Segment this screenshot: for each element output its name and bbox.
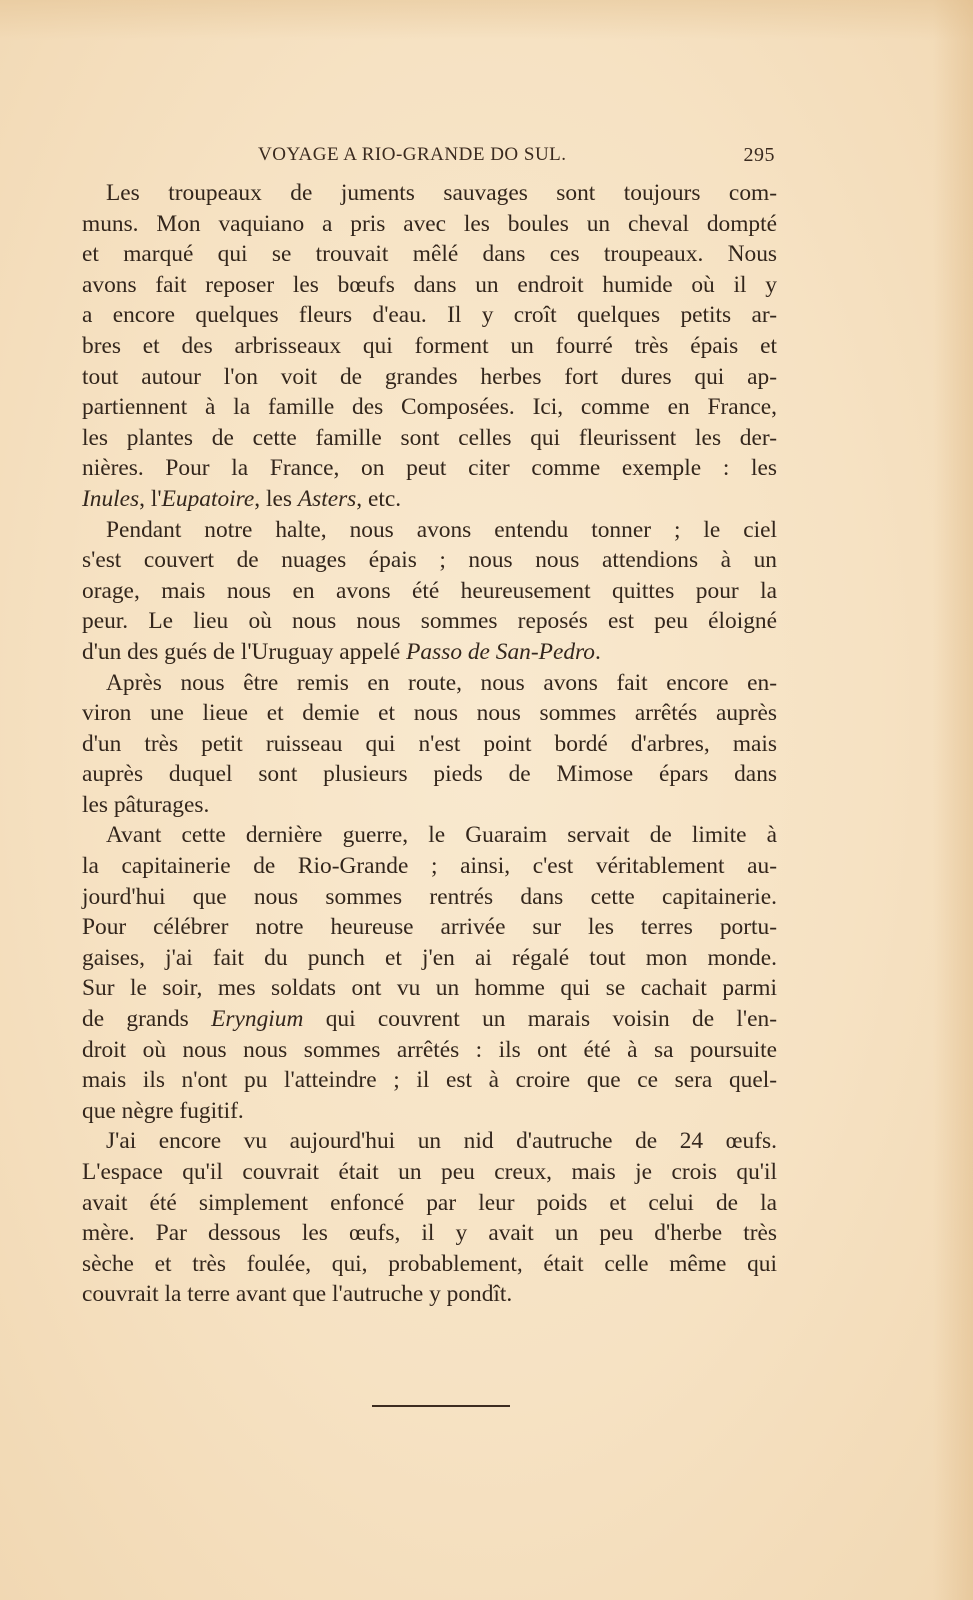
body-text [82, 178, 777, 1310]
end-rule [372, 1405, 510, 1407]
text-line: jourd'hui que nous sommes rentrés dans cette capitainerie. [82, 883, 777, 910]
text-line: droit où nous nous sommes arrêtés : ils ont été à sa poursuite [82, 1036, 777, 1063]
italic-term: Passo de San-Pedro [406, 638, 595, 665]
text-line: s'est couvert de nuages épais ; nous nous attendions à un [82, 547, 777, 574]
paragraph [82, 1126, 777, 1310]
text-line: Pendant notre halte, nous avons entendu tonner ; le ciel [106, 516, 777, 543]
page-number: 295 [743, 144, 775, 166]
text-line: J'ai encore vu aujourd'hui un nid d'autruche de 24 œufs. [106, 1128, 777, 1155]
text-line: partiennent à la famille des Composées. Ici, comme en France, [82, 394, 777, 421]
text-line [82, 1279, 777, 1310]
text-run: couvrait la terre avant que l'autruche y pondît. [82, 1281, 513, 1308]
text-line: muns. Mon vaquiano a pris avec les boules un cheval dompté [82, 210, 777, 237]
text-line: et marqué qui se trouvait mêlé dans ces troupeaux. Nous [82, 241, 777, 268]
text-line: orage, mais nous en avons été heureusement quittes pour la [82, 577, 777, 604]
text-line [82, 637, 777, 668]
paragraph [82, 820, 777, 1126]
text-line: la capitainerie de Rio-Grande ; ainsi, c'est véritablement au- [82, 853, 777, 880]
text-line: mère. Par dessous les œufs, il y avait un peu d'herbe très [82, 1220, 777, 1247]
text-line: a encore quelques fleurs d'eau. Il y croît quelques petits ar- [82, 302, 777, 329]
text-line: les plantes de cette famille sont celles qui fleurissent les der- [82, 424, 777, 451]
text-line: peur. Le lieu où nous nous sommes reposés est peu éloigné [82, 608, 777, 635]
text-line: bres et des arbrisseaux qui forment un fourré très épais et [82, 332, 777, 359]
text-line: gaises, j'ai fait du punch et j'en ai régalé tout mon monde. [82, 944, 777, 971]
text-line: avons fait reposer les bœufs dans un endroit humide où il y [82, 271, 777, 298]
text-line [82, 790, 777, 821]
text-line [82, 484, 777, 515]
text-line: nières. Pour la France, on peut citer comme exemple : les [82, 455, 777, 482]
text-line: auprès duquel sont plusieurs pieds de Mimose épars dans [82, 761, 777, 788]
text-run: que nègre fugitif. [82, 1097, 244, 1124]
running-title: VOYAGE A RIO-GRANDE DO SUL. [258, 144, 567, 165]
text-line: Pour célébrer notre heureuse arrivée sur les terres portu- [82, 914, 777, 941]
text-run: de grands [82, 1006, 212, 1033]
text-line: Avant cette dernière guerre, le Guaraim servait de limite à [106, 822, 777, 849]
paragraph [82, 515, 777, 668]
running-head [82, 144, 777, 168]
paragraph [82, 668, 777, 821]
text-line: Les troupeaux de juments sauvages sont toujours com- [106, 180, 777, 206]
paragraph [82, 178, 777, 515]
text-line: viron une lieue et demie et nous nous sommes arrêtés auprès [82, 700, 777, 727]
text-run: les pâturages. [82, 791, 210, 818]
text-run: d'un des gués de l'Uruguay appelé [82, 638, 407, 665]
text-line: L'espace qu'il couvrait était un peu creux, mais je crois qu'il [82, 1159, 777, 1185]
text-line: sèche et très foulée, qui, probablement, était celle même qui [82, 1250, 777, 1277]
text-line: mais ils n'ont pu l'atteindre ; il est à croire que ce sera quel- [82, 1067, 777, 1094]
text-run: . [594, 638, 601, 665]
italic-term: Eryngium [211, 1006, 304, 1033]
text-line: d'un très petit ruisseau qui n'est point bordé d'arbres, mais [82, 730, 777, 757]
text-run: , l' [139, 485, 162, 512]
text-line [82, 1096, 777, 1127]
text-run: qui couvrent un marais voisin de l'en- [303, 1006, 777, 1033]
text-run: , les [254, 485, 298, 512]
italic-term: Asters [297, 485, 357, 512]
text-run: , etc. [356, 485, 402, 512]
italic-term: Eupatoire [161, 485, 255, 512]
text-line [82, 1004, 777, 1035]
text-line: Après nous être remis en route, nous avons fait encore en- [106, 669, 777, 696]
text-line: tout autour l'on voit de grandes herbes fort dures qui ap- [82, 363, 777, 390]
italic-term: Inules [82, 485, 140, 512]
text-line: avait été simplement enfoncé par leur poids et celui de la [82, 1189, 777, 1216]
text-line: Sur le soir, mes soldats ont vu un homme qui se cachait parmi [82, 975, 777, 1002]
